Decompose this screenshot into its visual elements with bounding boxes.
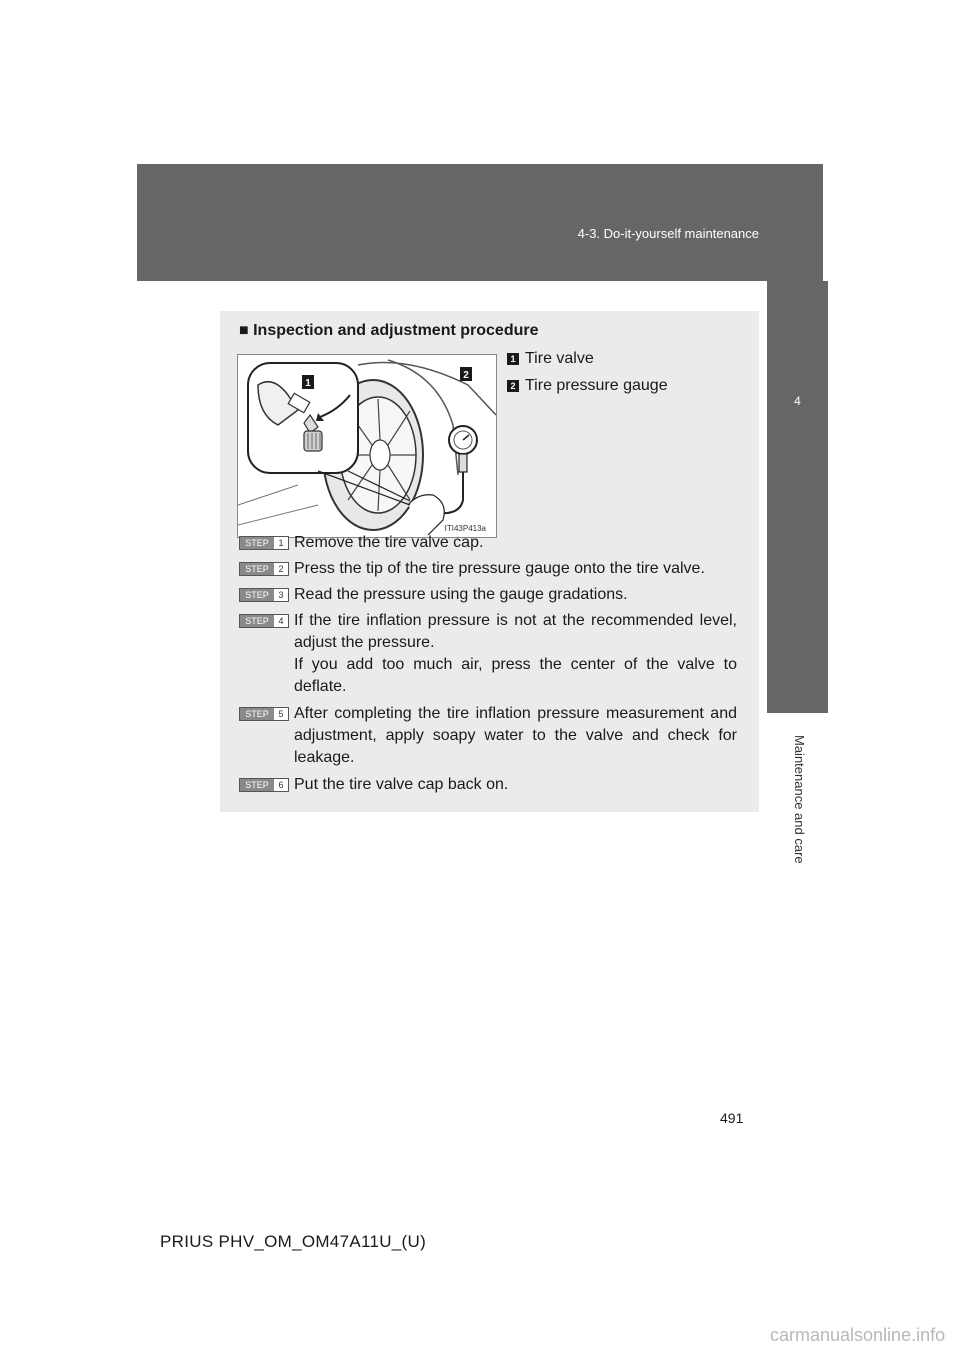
chapter-tab — [767, 281, 828, 713]
page-number: 491 — [720, 1110, 744, 1126]
legend-label: Tire valve — [525, 350, 594, 367]
step-tag: STEP 6 — [239, 778, 289, 792]
tire-illustration — [237, 354, 497, 538]
legend-item-tire-valve — [507, 350, 594, 368]
step-2 — [239, 558, 737, 580]
step-4 — [239, 610, 737, 698]
legend-label: Tire pressure gauge — [525, 377, 668, 394]
step-text: Remove the tire valve cap. — [294, 534, 484, 551]
callout-2: 2 — [463, 370, 469, 381]
procedure-panel — [220, 311, 759, 812]
legend-badge: 1 — [507, 353, 519, 365]
step-6 — [239, 774, 737, 796]
step-3 — [239, 584, 737, 606]
section-title: 4-3. Do-it-yourself maintenance — [577, 226, 759, 241]
callout-1: 1 — [305, 378, 311, 389]
panel-title: ■ Inspection and adjustment procedure — [239, 322, 539, 339]
figure-code: ITI43P413a — [444, 524, 486, 533]
chapter-number: 4 — [794, 394, 801, 408]
chapter-label: Maintenance and care — [792, 735, 807, 864]
step-text: After completing the tire inflation pressure measurement and adjustment, apply soapy water to the valve and check for leakage. — [294, 705, 737, 766]
step-tag: STEP 4 — [239, 614, 289, 628]
tire-gauge-drawing — [238, 355, 496, 537]
section-header — [137, 164, 823, 281]
step-tag: STEP 2 — [239, 562, 289, 576]
step-text-note: If you add too much air, press the center of the valve to deflate. — [294, 656, 737, 695]
watermark: carmanualsonline.info — [770, 1325, 946, 1345]
step-text: Press the tip of the tire pressure gauge onto the tire valve. — [294, 560, 705, 577]
document-footer: PRIUS PHV_OM_OM47A11U_(U) — [160, 1232, 427, 1251]
step-text: Put the tire valve cap back on. — [294, 776, 509, 793]
legend-badge: 2 — [507, 380, 519, 392]
step-tag: STEP 3 — [239, 588, 289, 602]
step-text: Read the pressure using the gauge gradations. — [294, 586, 628, 603]
step-5 — [239, 703, 737, 769]
legend-item-pressure-gauge — [507, 377, 668, 395]
step-tag: STEP 1 — [239, 536, 289, 550]
step-text: If the tire inflation pressure is not at the recommended level, adjust the pressure. — [294, 612, 737, 651]
step-tag: STEP 5 — [239, 707, 289, 721]
step-1 — [239, 532, 737, 554]
